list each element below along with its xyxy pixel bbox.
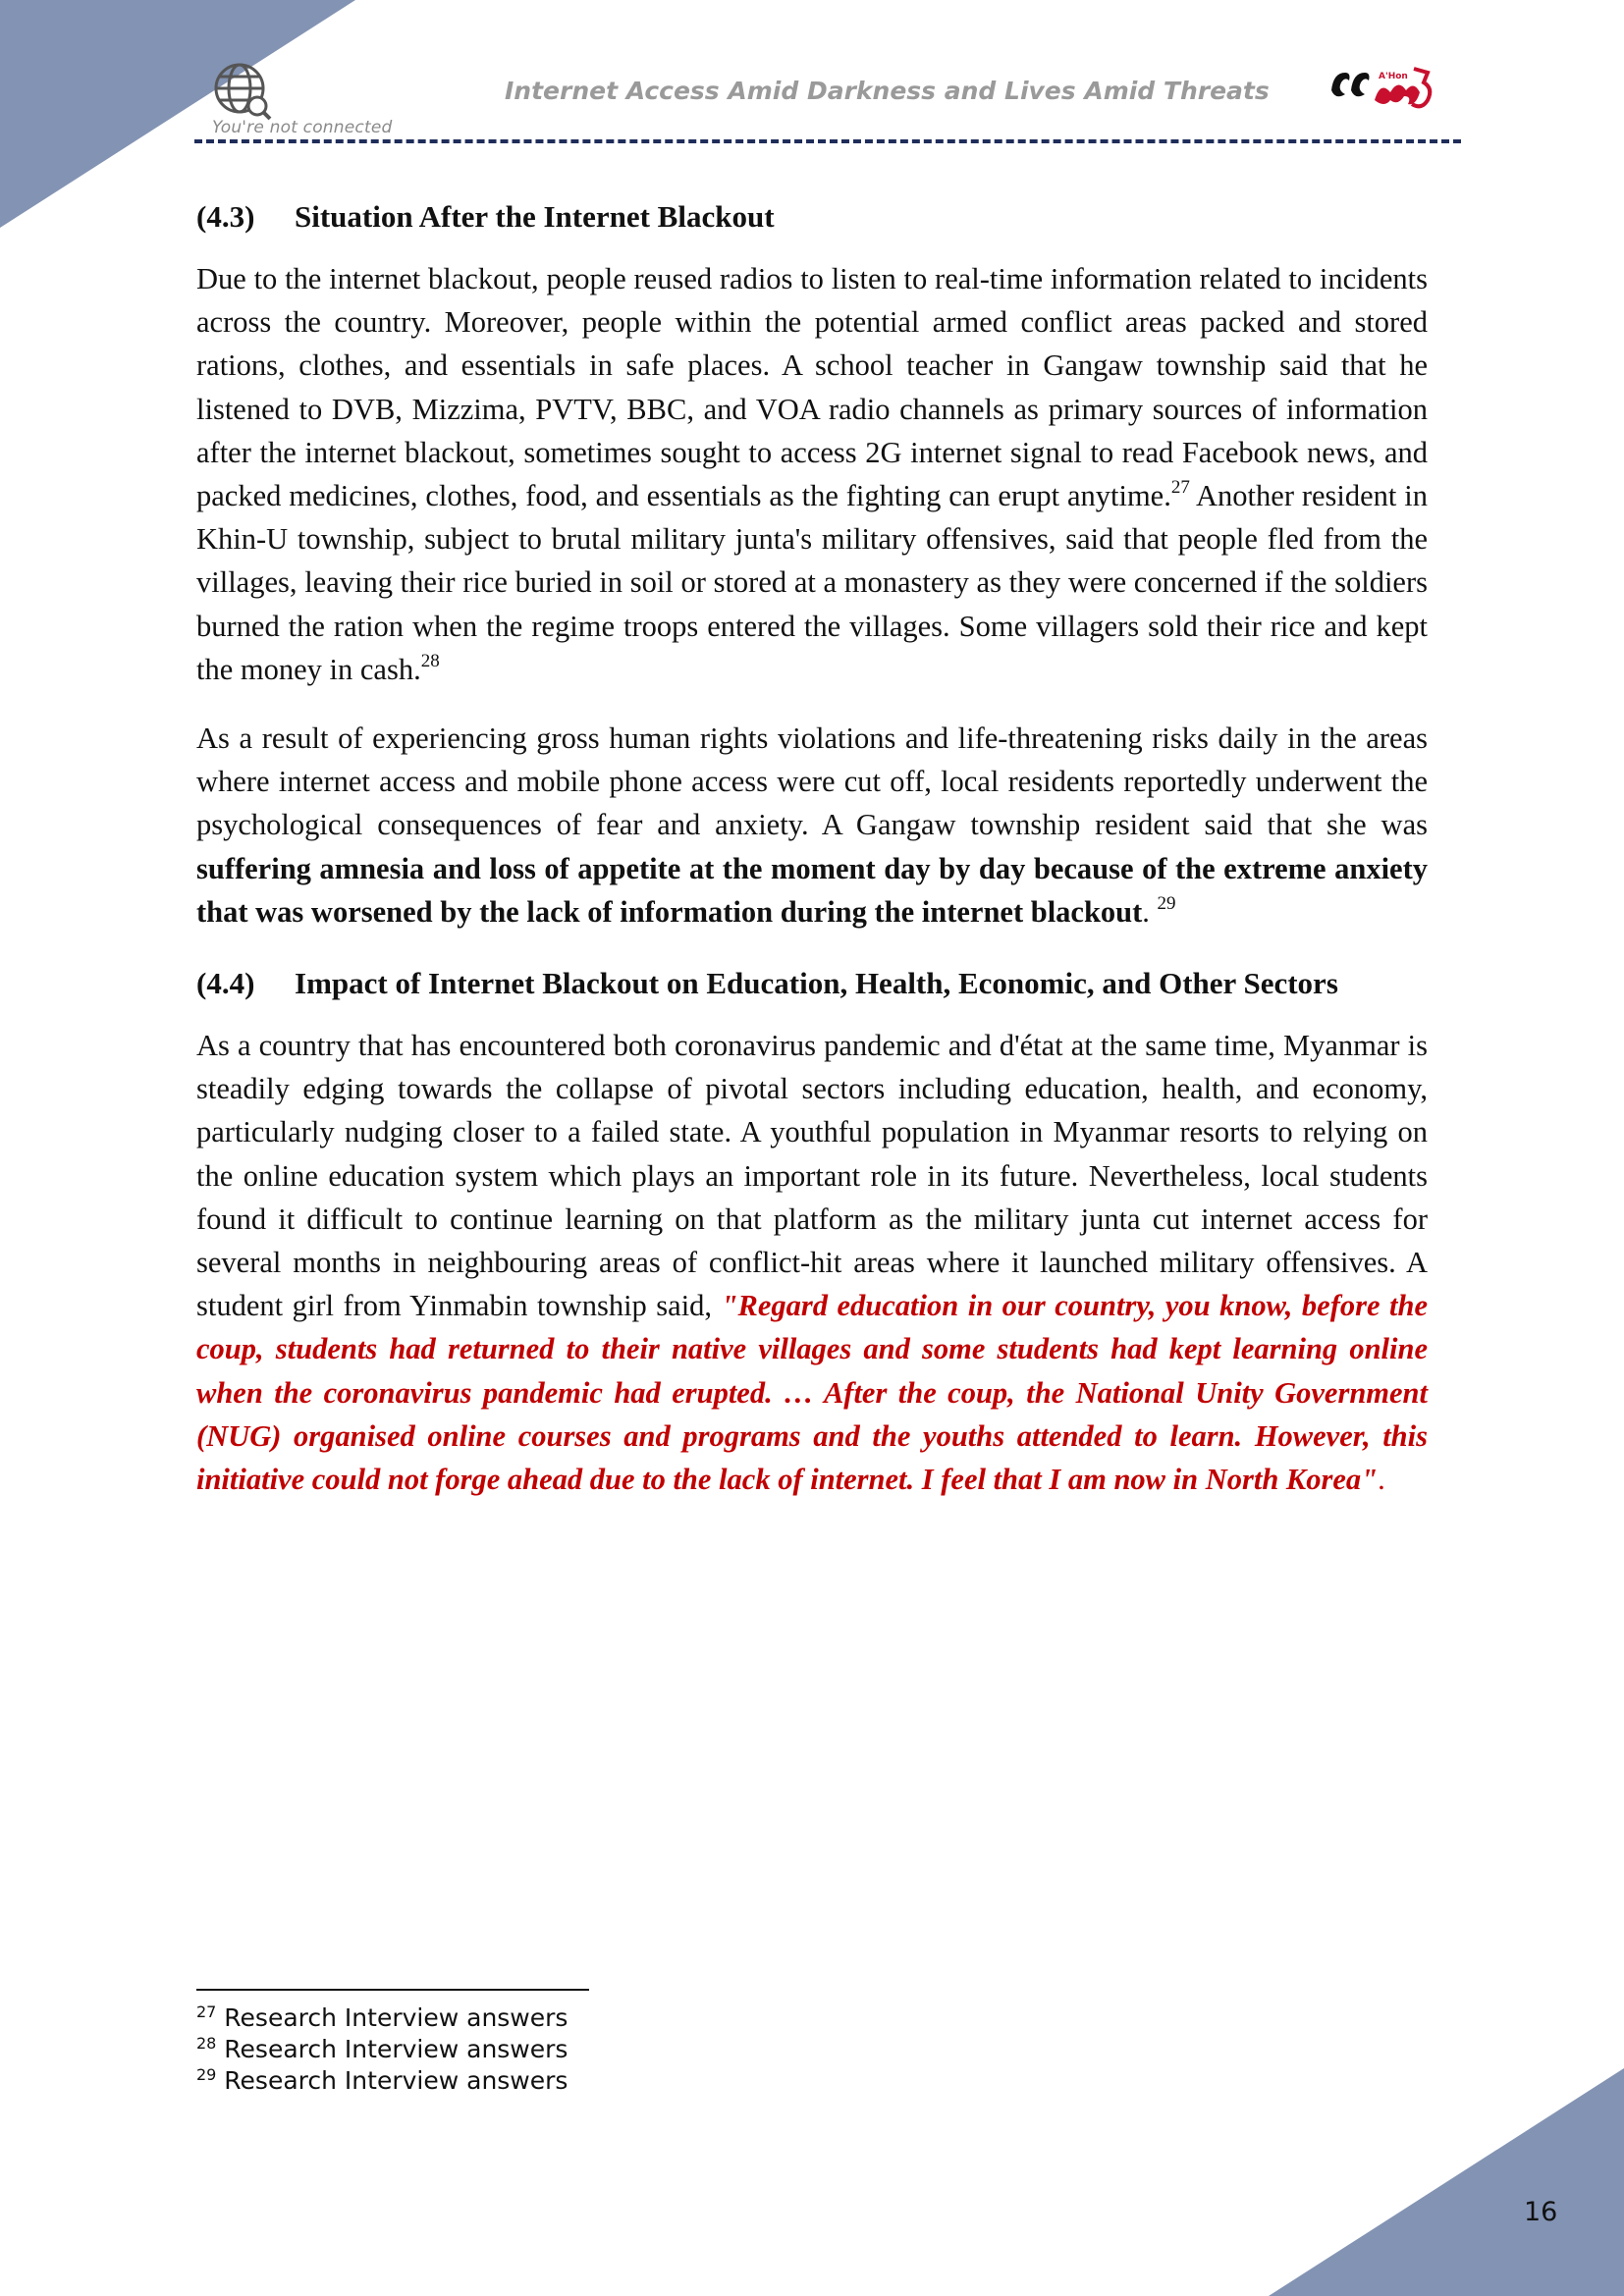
page-number: 16 xyxy=(1524,2197,1558,2227)
footnote-item xyxy=(196,2065,568,2097)
footnote-text: Research Interview answers xyxy=(216,2003,568,2032)
section-title: Situation After the Internet Blackout xyxy=(295,199,775,234)
paragraph xyxy=(196,717,1428,934)
paragraph-text: . xyxy=(1142,894,1158,929)
paragraph-text: Due to the internet blackout, people reused radios to listen to real-time information related to incidents across the country. Moreover, people within the potential armed conflict areas packed and stored rations, clothes, and essentials in safe places. A school teacher in Gangaw township said that he listened to DVB, Mizzima, PVTV, BBC, and VOA radio channels as primary sources of information after the internet blackout, sometimes sought to access 2G internet signal to read Facebook news, and packed medicines, clothes, food, and essentials as the fighting can erupt anytime. xyxy=(196,262,1428,513)
footnote-ref[interactable]: 28 xyxy=(420,650,440,671)
emphasis-text: suffering amnesia and loss of appetite at the moment day by day because of the extreme anxiety that was worsened by the lack of information during the internet blackout xyxy=(196,851,1428,929)
connection-status: You're not connected xyxy=(212,118,393,137)
quote-text: "Regard education in our country, you know, before the coup, students had returned to their native villages and some students had kept learning online when the coronavirus pandemic had erupted. … After the coup, the National Unity Government (NUG) organised online courses and programs and the youths attended to learn. However, this initiative could not forge ahead due to the lack of internet. I feel that I am now in North Korea" xyxy=(196,1289,1429,1497)
quote-end: . xyxy=(1378,1463,1385,1497)
globe-icon xyxy=(212,61,273,122)
footnote-ref[interactable]: 27 xyxy=(1170,477,1190,499)
paragraph-text: As a country that has encountered both coronavirus pandemic and d'état at the same time, Myanmar is steadily edging towards the collapse of pivotal sectors including education, health, and economy, particularly nudging closer to a failed state. A youthful population in Myanmar resorts to relying on the online education system which plays an important role in its future. Nevertheless, local students found it difficult to continue learning on that platform as the military junta cut internet access for several months in neighbouring areas of conflict-hit areas where it launched military offensives. A student girl from Yinmabin township said, xyxy=(196,1029,1428,1323)
main-content xyxy=(196,192,1428,1526)
section-number: (4.4) xyxy=(196,966,255,1001)
footnote-number: 28 xyxy=(196,2034,217,2053)
header-title: Internet Access Amid Darkness and Lives Amid Threats xyxy=(505,77,1270,105)
footnotes xyxy=(196,2002,568,2097)
page-header xyxy=(194,51,1461,145)
footnote-item xyxy=(196,2002,568,2034)
section-heading-4-4 xyxy=(196,959,1428,1008)
footnote-number: 29 xyxy=(196,2065,217,2084)
svg-text:A'Hon: A'Hon xyxy=(1379,72,1408,81)
section-title: Impact of Internet Blackout on Education, Health, Economic, and Other Sectors xyxy=(295,966,1338,1001)
header-divider xyxy=(194,139,1461,143)
footnote-number: 27 xyxy=(196,2002,217,2021)
paragraph xyxy=(196,1024,1428,1501)
footnote-text: Research Interview answers xyxy=(216,2066,568,2095)
logo-icon xyxy=(1324,61,1445,122)
paragraph-text: Another resident in Khin-U township, subject to brutal military junta's military offensives, said that people fled from the villages, leaving their rice buried in soil or stored at a monastery as they were concerned if the soldiers burned the ration when the regime troops entered the villages. Some villagers sold their rice and kept the money in cash. xyxy=(196,479,1428,686)
paragraph xyxy=(196,257,1428,691)
footnote-item xyxy=(196,2034,568,2065)
corner-decoration-bottom-right xyxy=(1269,2068,1624,2296)
section-heading-4-3 xyxy=(196,192,1428,241)
section-number: (4.3) xyxy=(196,199,255,234)
paragraph-text: As a result of experiencing gross human rights violations and life-threatening risks daily in the areas where internet access and mobile phone access were cut off, local residents reportedly underwent the psychological consequences of fear and anxiety. A Gangaw township resident said that she was xyxy=(196,721,1428,842)
footnote-text: Research Interview answers xyxy=(216,2035,568,2063)
footnote-ref[interactable]: 29 xyxy=(1157,892,1176,914)
footnote-divider xyxy=(196,1989,589,1991)
